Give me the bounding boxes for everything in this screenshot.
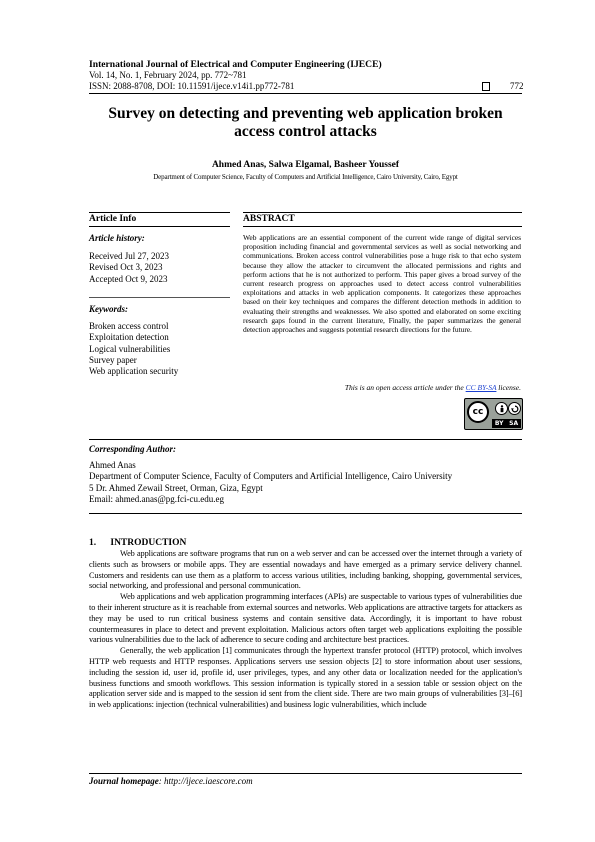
introduction-paragraph: Web applications and web application programming interfaces (APIs) are suspectable to various types of vulnerabilities due to their inherent structure as it is reachable from external sources and networks. Web applications are attractive targets for attackers as they may be used to run critical business systems and contain sensitive data. Accordingly, it is important to have robust countermeasures in place to detect and prevent exploitation. Malicious actors often target web applications exploiting the possible various vulnerabilities due to the lack of adherence to secure coding and architecture best practices. [89, 592, 522, 645]
journal-title: International Journal of Electrical and Computer Engineering (IJECE) [89, 59, 382, 70]
corresponding-department: Department of Computer Science, Faculty of Computers and Artificial Intelligence, Cairo University [89, 471, 453, 482]
keywords-list [89, 321, 178, 377]
cc-by-sa-badge-icon[interactable] [464, 398, 523, 430]
article-info-heading: Article Info [89, 214, 137, 224]
keyword-item: Logical vulnerabilities [89, 343, 171, 354]
paper-title [89, 105, 522, 141]
badge-by-label: BY [494, 420, 504, 427]
license-statement [243, 383, 521, 392]
abstract-heading: ABSTRACT [243, 214, 295, 224]
cc-by-sa-link[interactable]: CC BY-SA [465, 383, 497, 392]
abstract-top-rule [243, 212, 522, 213]
corresponding-heading: Corresponding Author: [89, 444, 176, 454]
history-received: Received Jul 27, 2023 [89, 251, 169, 261]
introduction-heading: 1. INTRODUCTION [89, 538, 187, 548]
introduction-paragraph: Web applications are software programs that run on a web server and can be accessed over the internet through a variety of clients such as browsers or mobile apps. They are essential nowadays and have emerged as a primary service delivery channel. Customers and residents can use them as a platform to access various utilities, including banking, shopping, governmental services, social networking, and professional and personal communication. [89, 549, 522, 591]
paper-title-line-2: access control attacks [234, 123, 377, 140]
corresponding-details [89, 460, 452, 505]
abstract-rule [243, 226, 522, 227]
license-prefix: This is an open access article under the [344, 383, 466, 392]
cc-icon: cc [467, 401, 489, 423]
homepage-label: Journal homepage [89, 776, 159, 786]
keywords-rule [89, 297, 230, 298]
square-mark-icon [482, 82, 490, 91]
corresponding-address: 5 Dr. Ahmed Zewail Street, Orman, Giza, Egypt [89, 482, 263, 493]
footer-rule [89, 773, 522, 774]
article-info-rule [89, 226, 230, 227]
journal-issn-doi: ISSN: 2088-8708, DOI: 10.11591/ijece.v14i1.pp772-781 [89, 81, 295, 91]
header-rule [89, 93, 522, 94]
license-suffix: license. [496, 383, 521, 392]
keyword-item: Exploitation detection [89, 332, 169, 343]
homepage-url[interactable]: : http://ijece.iaescore.com [158, 776, 253, 786]
share-alike-icon [508, 402, 521, 415]
introduction-paragraph: Generally, the web application [1] communicates through the hypertext transfer protocol (HTTP) protocol, which involves HTTP web requests and HTTP responses. Applications servers use session objects [2] to store information about user sessions, including the session id, user id, profile id, user privileges, types, and any other data or localization needed for the application's business functions and smooth workflows. This session information is typically stored in a session table or session object on the application server side and is mapped to the session id sent from the client side. There are two main groups of vulnerabilities [3]–[6] in web applications: injection (technical vulnerabilities) and business logic vulnerabilities, which include [89, 646, 522, 710]
keyword-item: Web application security [89, 366, 179, 377]
corresponding-name: Ahmed Anas [89, 460, 136, 470]
corresponding-bottom-rule [89, 513, 522, 514]
article-history-list [89, 251, 169, 285]
paper-authors: Ahmed Anas, Salwa Elgamal, Basheer Youssef [211, 160, 400, 170]
page-number: 772 [510, 81, 524, 91]
history-accepted: Accepted Oct 9, 2023 [89, 273, 168, 284]
paper-title-line-1: Survey on detecting and preventing web application broken [108, 105, 503, 122]
article-info-top-rule [89, 212, 230, 213]
corresponding-top-rule [89, 439, 522, 440]
history-revised: Revised Oct 3, 2023 [89, 262, 163, 273]
article-history-heading: Article history: [89, 233, 145, 243]
introduction-body [89, 549, 522, 711]
paper-affiliation: Department of Computer Science, Faculty of Computers and Artificial Intelligence, Cairo University, Cairo, Egypt [153, 173, 458, 181]
keyword-item: Broken access control [89, 321, 169, 331]
journal-homepage [89, 776, 253, 786]
corresponding-email: Email: ahmed.anas@pg.fci-cu.edu.eg [89, 493, 224, 504]
journal-volume: Vol. 14, No. 1, February 2024, pp. 772~781 [89, 70, 247, 80]
badge-label-strip [492, 419, 521, 428]
keywords-heading: Keywords: [89, 304, 128, 314]
attribution-icon [495, 402, 508, 415]
keyword-item: Survey paper [89, 354, 137, 365]
abstract-text: Web applications are an essential component of the current wide range of digital services proposition including financial and governmental services as well as social networking and communications. Broken access control vulnerabilities pose a huge risk to that echo system because they allow the attacker to circumvent the allocated permissions and rights and perform actions that he is not authorized to perform. This paper gives a broad survey of the current research progress on approaches used to detect access control vulnerabilities exploitations and attacks in web application components. It categorizes these approaches based on their key techniques and compares the different detection methods in addition to evaluating their strengths and weaknesses. We also spotted and elaborated on some exciting research gaps found in the current literature, Finally, the paper summarizes the general detection approaches and suggests potential research directions for the future. [243, 233, 521, 335]
badge-sa-label: SA [509, 420, 519, 427]
